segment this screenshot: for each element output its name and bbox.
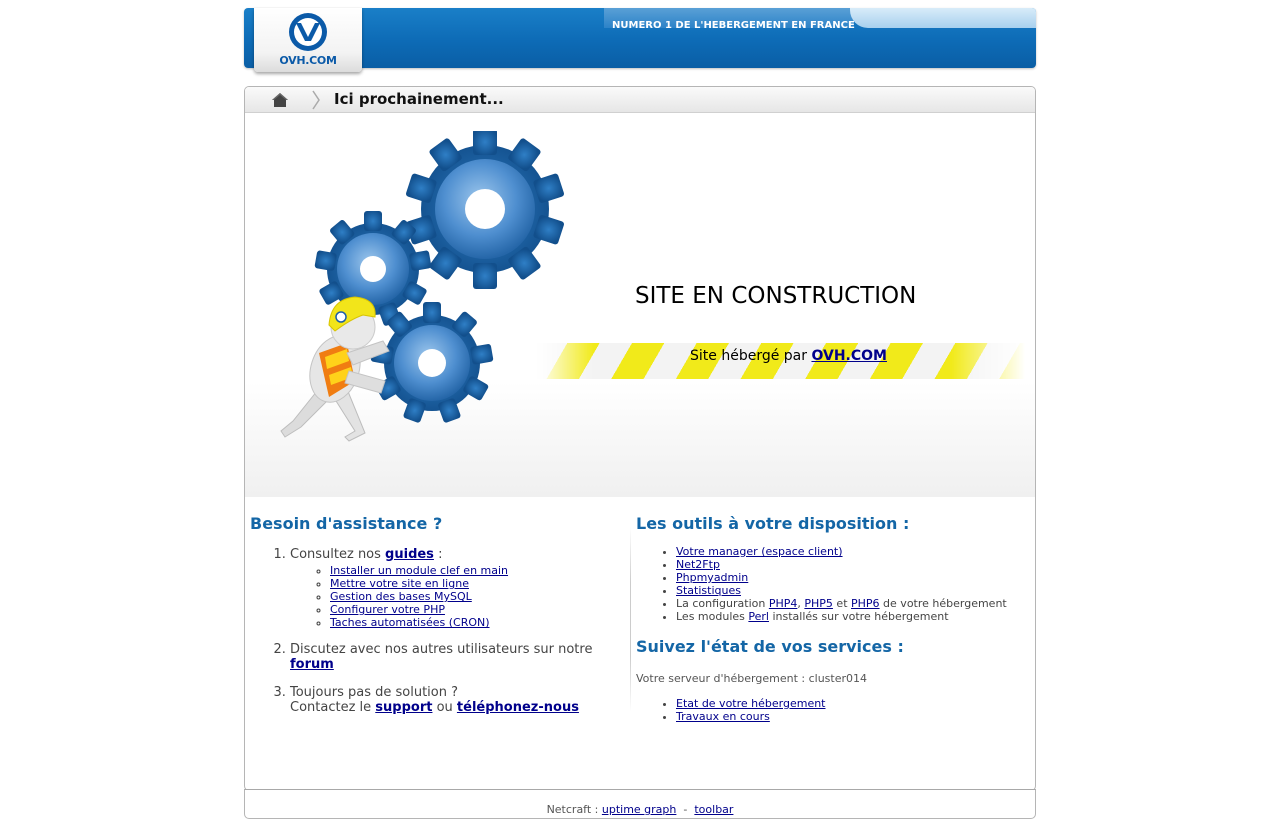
assistance-list: [250, 547, 625, 715]
column-divider: [630, 527, 631, 712]
support-link[interactable]: support: [375, 700, 433, 715]
guide-link-mysql[interactable]: Gestion des bases MySQL: [330, 590, 472, 603]
manager-link[interactable]: Votre manager (espace client): [676, 545, 843, 558]
construction-illustration: [263, 131, 573, 461]
tools-section: [636, 514, 1026, 723]
guides-list: [290, 564, 625, 629]
netcraft-bar: [245, 803, 1035, 816]
list-item: [330, 603, 625, 616]
list-item: [330, 564, 625, 577]
uptime-graph-link[interactable]: uptime graph: [601, 803, 677, 816]
modules-prefix: Les modules: [676, 610, 749, 623]
list-item: [676, 597, 1026, 610]
assistance-section: [250, 514, 625, 728]
phpmyadmin-link[interactable]: Phpmyadmin: [676, 571, 749, 584]
list-item: [676, 584, 1026, 597]
hosted-prefix: Site hébergé par: [690, 348, 812, 364]
guides-suffix: :: [433, 547, 443, 562]
services-list: [636, 697, 1026, 723]
contact-prefix: Contactez le: [290, 700, 376, 715]
statistics-link[interactable]: Statistiques: [676, 584, 741, 597]
guide-link-cron[interactable]: Taches automatisées (CRON): [330, 616, 490, 629]
toolbar-link[interactable]: toolbar: [694, 803, 734, 816]
config-suffix: de votre hébergement: [879, 597, 1007, 610]
tools-list: [636, 545, 1026, 623]
list-item: [676, 710, 1026, 723]
perl-link[interactable]: Perl: [748, 610, 769, 623]
list-item: [330, 590, 625, 603]
config-prefix: La configuration: [676, 597, 769, 610]
php6-link[interactable]: PHP6: [851, 597, 880, 610]
ovh-logo-icon: [287, 11, 329, 53]
list-item: [676, 558, 1026, 571]
ovh-logo[interactable]: [254, 8, 362, 72]
forum-text: Discutez avec nos autres utilisateurs sur notre: [290, 642, 593, 657]
footer-separator: -: [676, 803, 695, 816]
guide-link-site-online[interactable]: Mettre votre site en ligne: [330, 577, 469, 590]
net2ftp-link[interactable]: Net2Ftp: [676, 558, 720, 571]
header-banner: [244, 8, 1036, 68]
assistance-heading: Besoin d'assistance ?: [250, 514, 443, 533]
breadcrumb: [245, 87, 1035, 113]
header-tagline: NUMERO 1 DE L'HEBERGEMENT EN FRANCE: [612, 20, 855, 31]
works-link[interactable]: Travaux en cours: [676, 710, 770, 723]
guides-prefix: Consultez nos: [290, 547, 386, 562]
no-solution-text: Toujours pas de solution ?: [290, 685, 458, 700]
construction-heading: SITE EN CONSTRUCTION: [635, 283, 917, 309]
forum-link[interactable]: forum: [290, 657, 334, 672]
banner-gloss-curve: [850, 8, 1036, 28]
phone-link[interactable]: téléphonez-nous: [456, 700, 579, 715]
ovh-link[interactable]: OVH.COM: [811, 348, 887, 364]
guides-link[interactable]: guides: [385, 547, 434, 562]
config-sep: ,: [797, 597, 805, 610]
logo-text: OVH.COM: [279, 54, 337, 67]
services-heading: Suivez l'état de vos services :: [636, 637, 904, 656]
php4-link[interactable]: PHP4: [768, 597, 798, 610]
main-panel: [244, 86, 1036, 791]
home-icon[interactable]: [271, 92, 289, 108]
list-item: [290, 642, 625, 672]
php5-link[interactable]: PHP5: [804, 597, 833, 610]
page-title: Ici prochainement...: [334, 90, 504, 108]
list-item: [290, 685, 625, 715]
list-item: [290, 547, 625, 629]
guide-link-install-module[interactable]: Installer un module clef en main: [330, 564, 509, 577]
list-item: [676, 571, 1026, 584]
hero-section: [245, 113, 1035, 497]
chevron-right-icon: [311, 90, 321, 110]
worker-figure: [281, 297, 389, 441]
tools-heading: Les outils à votre disposition :: [636, 514, 910, 533]
contact-mid: ou: [432, 700, 457, 715]
modules-suffix: installés sur votre hébergement: [768, 610, 949, 623]
config-sep: et: [832, 597, 852, 610]
list-item: [676, 545, 1026, 558]
hosting-status-link[interactable]: Etat de votre hébergement: [676, 697, 826, 710]
server-info: Votre serveur d'hébergement : cluster014: [636, 672, 867, 685]
guide-link-php[interactable]: Configurer votre PHP: [330, 603, 445, 616]
list-item: [676, 697, 1026, 710]
list-item: [676, 610, 1026, 623]
footer: [244, 789, 1036, 819]
netcraft-label: Netcraft :: [546, 803, 602, 816]
list-item: [330, 577, 625, 590]
hosted-by-text: [690, 348, 887, 364]
list-item: [330, 616, 625, 629]
